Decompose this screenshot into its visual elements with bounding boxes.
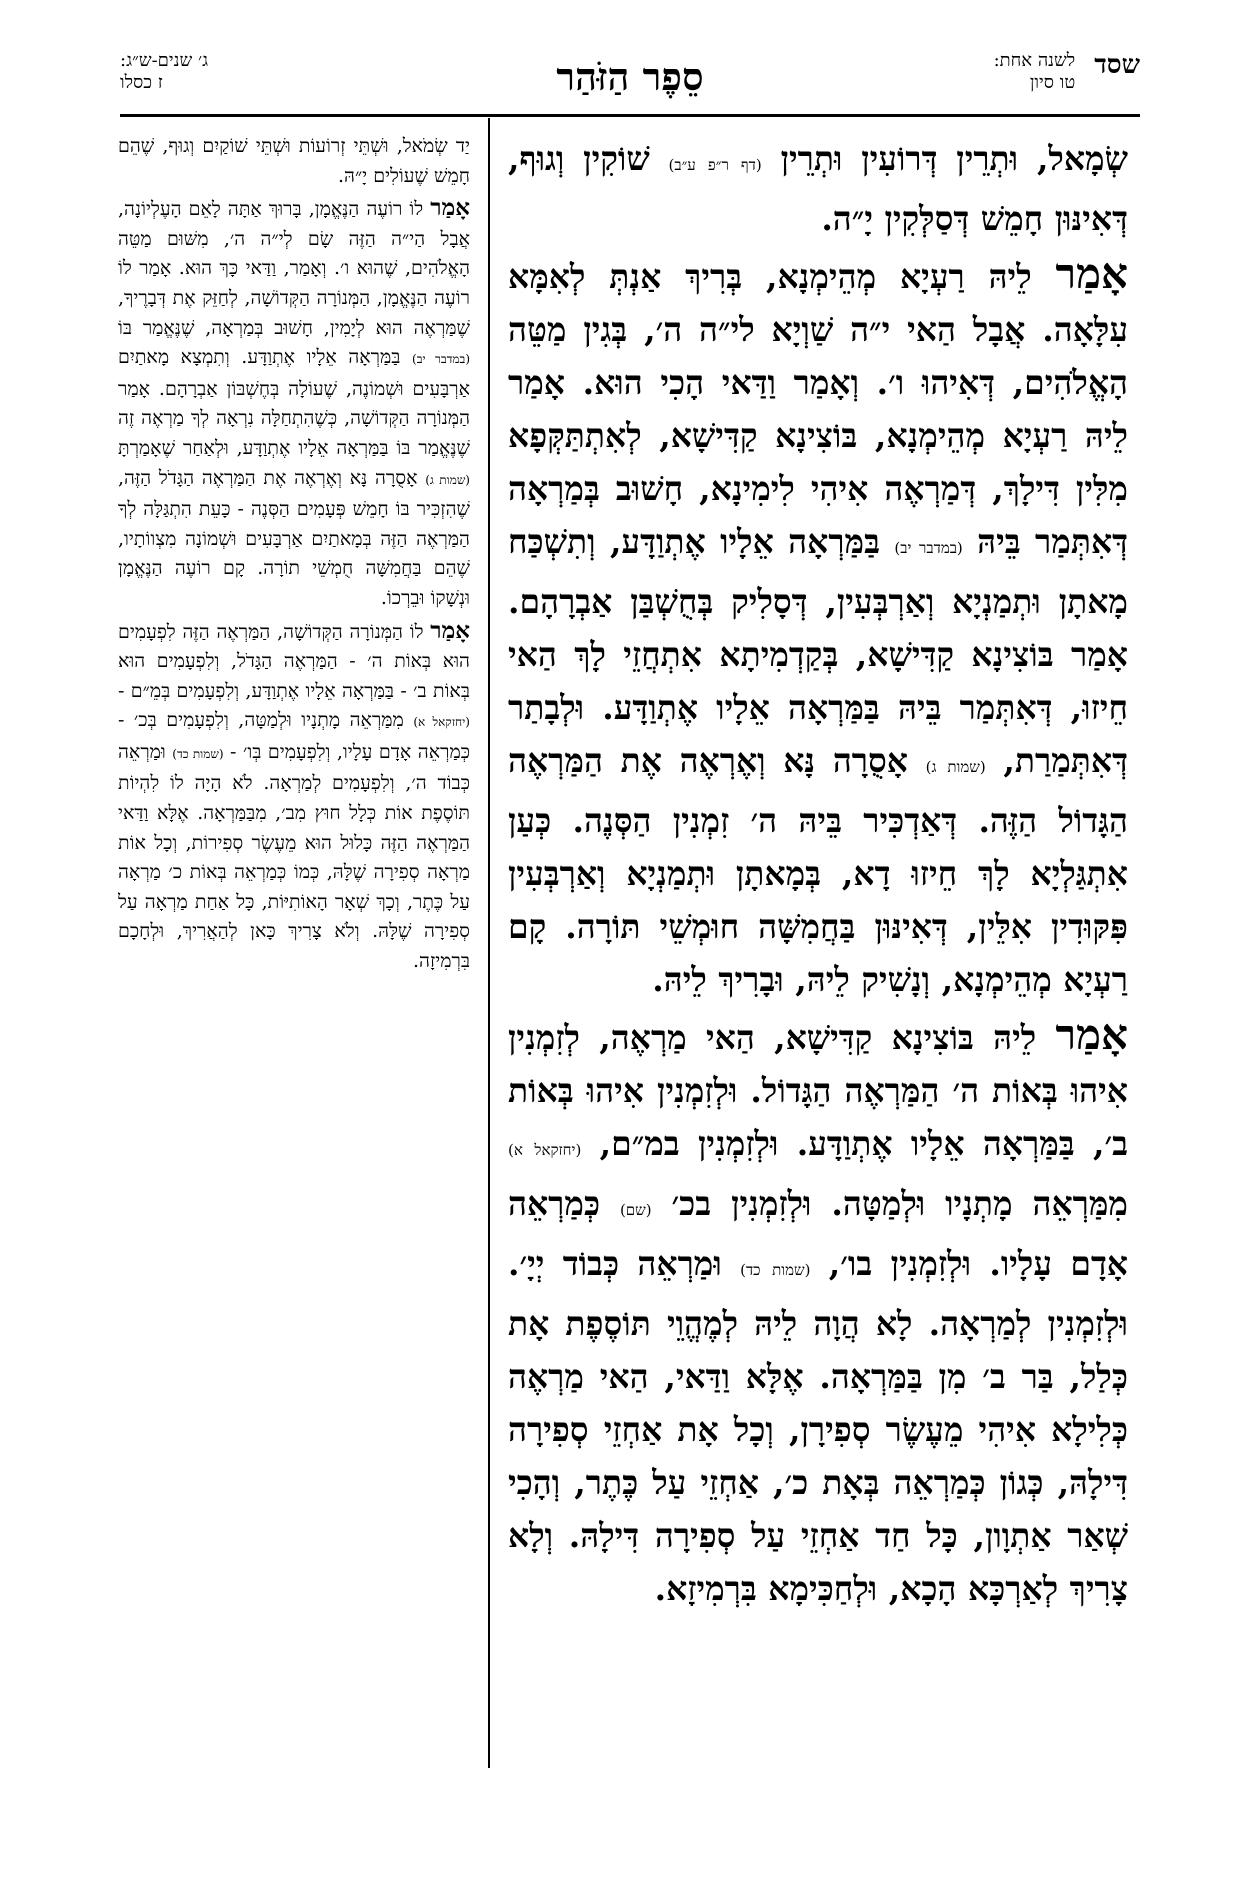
source-reference: (יחזקאל א) bbox=[413, 715, 470, 730]
lead-word: אָמַר bbox=[1055, 1010, 1128, 1059]
lead-word: אָמַר bbox=[430, 194, 470, 222]
aramaic-main-column bbox=[508, 132, 1128, 1617]
schedule-label: לשנה אחת: bbox=[993, 50, 1076, 71]
side-p3-t2: מִמַּרְאֵה מָתְנָיו וּלְמַטָּה, וְלִפְעָמִים בְּכ׳ - כְּמַרְאֵה אָדָם עָלָיו, וְלִפְעָמִים בְּו׳ - bbox=[118, 709, 471, 763]
side-paragraph-1 bbox=[118, 132, 470, 191]
source-reference: (שם) bbox=[619, 1201, 652, 1219]
side-p2-t2: בַּמַּרְאָה אֵלָיו אֶתְוַדָּע. וְתִמְצָא מָאתַיִם אַרְבָּעִים וּשְׁמוֹנֶה, שֶׁעוֹלָה בְּחֶשְׁבּוֹן אַבְרָהָם. אָמַר הַמְּנוֹרָה הַקְּדוֹשָׁה, כְּשֶׁהִתְחַלָּה נִרְאָה לְךָ מַרְאֶה זֶה שֶׁנֶּאֱמַר בּוֹ בַּמַּרְאָה אֵלָיו אֶתְוַדָּע, וּלְאַחַר שֶׁאָמַרְתָּ bbox=[118, 346, 470, 459]
schedule-date-left: ז כסלו bbox=[120, 72, 163, 93]
side-p1-text: יַד שְׂמֹאל, וּשְׁתֵּי זְרוֹעוֹת וּשְׁתֵּי שׁוֹקַיִם וְגוּף, שֶׁהֵם חָמֵשׁ שֶׁעוֹלִים יָ״הּ. bbox=[118, 135, 470, 187]
source-reference: (שמות כד) bbox=[740, 1261, 811, 1279]
schedule-date: טו סיון bbox=[1029, 72, 1076, 93]
source-reference: (שמות ג) bbox=[425, 472, 470, 487]
book-title: סֵפֶר הַזֹּהַר bbox=[556, 54, 704, 99]
main-paragraph-3 bbox=[508, 1008, 1128, 1615]
source-reference: (יחזקאל א) bbox=[508, 1141, 582, 1159]
source-reference: (במדבר יב) bbox=[412, 352, 470, 367]
side-paragraph-2 bbox=[118, 193, 470, 613]
lead-word: אָמַר bbox=[430, 616, 470, 644]
daily-schedule-three-years bbox=[120, 50, 208, 94]
main-p3-t2: מִמַּרְאֵה מָתְנָיו וּלְמַטָּה. וּלְזִמְנִין בכ׳ bbox=[671, 1184, 1128, 1223]
side-p2-t1: לוֹ רוֹעֶה הַנֶּאֱמָן, בָּרוּךְ אַתָּה לָאֵם הָעֶלְיוֹנָה, אֲבָל הַי״ה הַזֶּה שָׂם לְי״ה ה׳, מִשּׁוּם מַטֵּה הָאֱלֹהִים, שֶׁהוּא ו׳. וְאָמַר, וַדַּאי כָּךְ הוּא. אָמַר לוֹ רוֹעֶה הַנֶּאֱמָן, הַמְּנוֹרָה הַקְּדוֹשָׁה, לְחַזֵּק אֶת דְּבָרֶיךָ, שֶׁמַּרְאֶה הוּא לְיָמִין, חָשׁוּב בְּמַרְאָה, שֶׁנֶּאֱמַר בּוֹ bbox=[118, 198, 470, 339]
main-paragraph-2 bbox=[508, 247, 1128, 1006]
main-p1-text: שְׂמָאל, וּתְרֵין דְּרוֹעִין וּתְרֵין bbox=[780, 139, 1128, 178]
hebrew-translation-column bbox=[118, 132, 470, 979]
main-p2-t3: אָסֻרָה נָּא וְאֶרְאֶה אֶת הַמַּרְאֶה הַגָּדוֹל הַזֶּה. דְּאַדְכִּיר בֵּיהּ ה׳ זִמְנִין הַסְּנֶה. כְּעַן אִתְגַּלְיָא לָךְ חֵיזוּ דָא, בְּמָאתָן וּתְמַנְיָא וְאַרְבְּעִין פִּקּוּדִין אִלֵּין, דְּאִינּוּן בַּחֲמִשָּׁה חוּמְשֵׁי תּוֹרָה. קָם רַעְיָא מְהֵימְנָא, וְנָשִׁיק לֵיהּ, וּבָרִיךְ לֵיהּ. bbox=[508, 741, 1128, 999]
main-p3-t1: לֵיהּ בּוֹצִינָא קַדִּישָׁא, הַאי מַרְאֶה, לְזִמְנִין אִיהוּ בְּאוֹת ה׳ הַמַּרְאֶה הַגָּדוֹל. וּלְזִמְנִין אִיהוּ בְּאוֹת ב׳, בַּמַּרְאָה אֵלָיו אֶתְוַדָּע. וּלְזִמְנִין במ״ם, bbox=[508, 1018, 1128, 1163]
source-reference: (במדבר יב) bbox=[894, 539, 963, 557]
page-number: שסד bbox=[1094, 50, 1140, 80]
side-p2-t3: אָסֻרָה נָּא וְאֶרְאֶה אֶת הַמַּרְאֶה הַגָּדֹל הַזֶּה, שֶׁהִזְכִּיר בּוֹ חָמֵשׁ פְּעָמִים הַסְּנֶה - כָּעֵת הִתְגַּלָּה לְךָ הַמַּרְאֶה הַזֶּה בְּמָאתַיִם אַרְבָּעִים וּשְׁמוֹנָה מִצְווֹתָיו, שֶׁהֵם בַּחֲמִשָּׁה חֻמְשֵׁי תוֹרָה. קָם רוֹעֶה הַנֶּאֱמָן וּנְשָׁקוֹ וּבֵרְכוֹ. bbox=[118, 466, 470, 609]
main-p2-t1: לֵיהּ רַעְיָא מְהֵימְנָא, בְּרִיךְ אַנְתְּ לְאִמָּא עִלָּאָה. אֲבָל הַאי י״ה שַׁוְיָא לי״ה ה׳, בְּגִין מַטֵּה הָאֱלֹהִים, דְּאִיהוּ ו׳. וְאָמַר וַדַּאי הָכִי הוּא. אָמַר לֵיהּ רַעְיָא מְהֵימְנָא, בּוֹצִינָא קַדִּישָׁא, לְאִתְתַּקְּפָא מִלִּין דִּילָךְ, דְּמַרְאֶה אִיהִי לִימִינָא, חָשׁוּב בְּמַרְאָה דְּאִתְּמַר בֵּיהּ bbox=[508, 257, 1128, 561]
side-paragraph-3 bbox=[118, 616, 470, 977]
main-p1-text2: שׁוֹקִין וְגוּף, דְּאִינּוּן חָמֵשׁ דְּסַלְּקִין יָ״ה. bbox=[508, 139, 1128, 238]
page-header bbox=[120, 50, 1140, 114]
source-reference: (שמות ג) bbox=[925, 758, 986, 776]
lead-word: אָמַר bbox=[1055, 249, 1128, 298]
side-p3-t1: לוֹ הַמְּנוֹרָה הַקְּדוֹשָׁה, הַמַּרְאֶה הַזֶּה לִפְעָמִים הוּא בְּאוֹת ה׳ - הַמַּרְאֶה הַגָּדֹל, וְלִפְעָמִים הוּא בְּאוֹת ב׳ - בַּמַּרְאָה אֵלָיו אֶתְוַדָּע, וְלִפְעָמִים בְּמֵ״ם - bbox=[118, 620, 470, 702]
side-p3-t3: וּמַרְאֵה כְּבוֹד ה׳, וְלִפְעָמִים לְמַרְאָה. לֹא הָיָה לוֹ לִהְיוֹת תּוֹסֶפֶת אוֹת כְּלָל חוּץ מִב׳, מִבַּמַּרְאָה. אֶלָּא וַדַּאי הַמַּרְאֶה הַזֶּה כָּלוּל הוּא מֵעֶשֶׂר סְפִירוֹת, וְכָל אוֹת מַרְאָה סְפִירָה שֶׁלָּהּ, כְּמוֹ כְּמַרְאֵה בְּאוֹת כ׳ מַרְאָה עַל כֶּתֶר, וְכָךְ שְׁאָר הָאוֹתִיּוֹת, כָּל אַחַת מַרְאָה עַל סְפִירָה שֶׁלָּהּ. וְלֹא צָרִיךְ כָּאן לְהַאֲרִיךְ, וּלְחָכָם בִּרְמִיזָה. bbox=[118, 740, 470, 973]
main-p3-t3: כְּמַרְאֵה אָדָם עָלָיו. וּלְזִמְנִין בו׳, bbox=[508, 1184, 1128, 1283]
header-rule bbox=[120, 114, 1140, 117]
source-reference: (דף ר״פ ע״ב) bbox=[668, 156, 762, 174]
main-p2-t2: בַּמַּרְאָה אֵלָיו אֶתְוַדָּע, וְתִשְׁכַּח מָאתָן וּתְמַנְיָא וְאַרְבְּעִין, דְּסָלִיק בְּחֻשְׁבַּן אַבְרָהָם. אָמַר בּוֹצִינָא קַדִּישָׁא, בְּקַדְמִיתָא אִתְחֲזֵי לָךְ הַאי חֵיזוּ, דְּאִתְּמַר בֵּיהּ בַּמַּרְאָה אֵלָיו אֶתְוַדָּע. וּלְבָתַר דְּאִתְּמַרַת, bbox=[508, 522, 1128, 780]
source-reference: (שמות כד) bbox=[172, 746, 224, 761]
main-paragraph-1 bbox=[508, 132, 1128, 245]
main-p3-t4: וּמַרְאֵה כְּבוֹד יְיָ׳. וּלְזִמְנִין לְמַרְאָה. לָא הֲוָה לֵיהּ לְמֶהֱוֵי תּוֹסֶפֶת אָת כְּלַל, בַּר ב׳ מִן בַּמַּרְאָה. אֶלָּא וַדַּאי, הַאי מַרְאֶה כְּלִילָא אִיהִי מֵעֶשֶׂר סְפִירָן, וְכָל אָת אַחְזֵי סְפִירָה דִּילָהּ, כְּגוֹן כְּמַרְאֵה בְּאָת כ׳, אַחְזֵי עַל כֶּתֶר, וְהָכִי שְׁאַר אַתְוָון, כָּל חַד אַחְזֵי עַל סְפִירָה דִּילָהּ. וְלָא צָרִיךְ לְאַרְכָּא הָכָא, וּלְחַכִּימָא בִּרְמִיזָא. bbox=[508, 1244, 1128, 1608]
column-divider bbox=[488, 118, 490, 1768]
schedule-label-left: ג׳ שנים-ש״ג: bbox=[120, 50, 209, 71]
